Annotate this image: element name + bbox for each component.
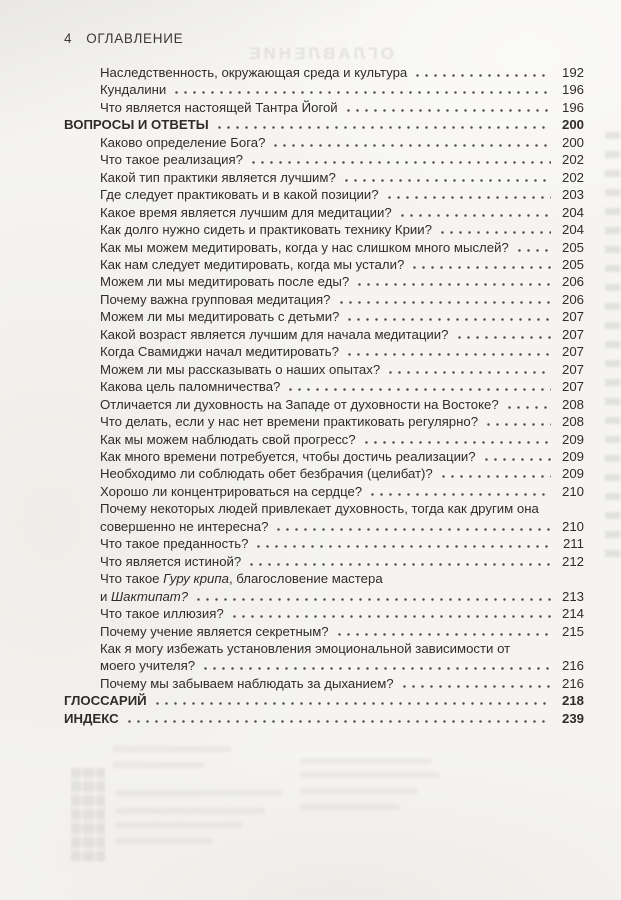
toc-entry-page: 214 [561, 606, 584, 622]
toc-entry [64, 169, 584, 186]
toc-entry [64, 256, 584, 273]
toc-entry [64, 605, 584, 622]
toc-entry-page: 196 [561, 82, 584, 98]
toc-entry [64, 273, 584, 290]
toc-entry-page: 215 [561, 623, 584, 639]
dot-leader [355, 283, 551, 286]
toc-entry [64, 64, 584, 81]
toc-entry-page: 239 [561, 710, 584, 726]
toc-entry-title: Каково определение Бога? [100, 134, 266, 150]
show-through-image [71, 768, 105, 862]
show-through-text-line [300, 804, 400, 810]
toc-entry-title: ВОПРОСЫ И ОТВЕТЫ [64, 117, 209, 133]
toc-entry-title: Что такое преданность? [100, 536, 249, 552]
toc-entry-page: 202 [561, 152, 584, 168]
dot-leader [254, 545, 551, 548]
show-through-text-line [115, 790, 283, 796]
toc-entry-page: 209 [561, 448, 584, 464]
toc-entry-page: 208 [561, 414, 584, 430]
dot-leader [194, 598, 551, 601]
dot-leader [398, 214, 551, 217]
dot-leader [438, 231, 551, 234]
dot-leader [484, 423, 551, 426]
show-through-text-line [112, 762, 204, 768]
toc-entry-title: Как нам следует медитировать, когда мы устали? [100, 256, 405, 272]
show-through-text-line [115, 808, 265, 814]
dot-leader [215, 126, 551, 129]
toc-entry-page: 200 [561, 117, 584, 133]
dot-leader [335, 633, 551, 636]
dot-leader [342, 179, 551, 182]
dot-leader [362, 441, 551, 444]
toc-entry-title: ГЛОССАРИЙ [64, 693, 147, 709]
dot-leader [345, 353, 551, 356]
page-number: 4 [64, 31, 73, 46]
dot-leader [153, 702, 551, 705]
toc-entry [64, 710, 584, 727]
show-through-text-line [115, 822, 243, 828]
toc-entry-page: 204 [561, 222, 584, 238]
toc-entry-title: Как мы можем наблюдать свой прогресс? [100, 431, 356, 447]
show-through-text-line [112, 746, 232, 752]
toc-entry-title: ИНДЕКС [64, 710, 119, 726]
toc-entry-page: 218 [561, 693, 584, 709]
toc-entry-title: Какой возраст является лучшим для начала медитации? [100, 326, 449, 342]
dot-leader [439, 475, 551, 478]
toc-entry-title: Почему учение является секретным? [100, 623, 329, 639]
dot-leader [271, 144, 551, 147]
toc-entry-page: 205 [561, 239, 584, 255]
toc-entry [64, 291, 584, 308]
toc-entry-page: 204 [561, 204, 584, 220]
toc-entry-title: Как долго нужно сидеть и практиковать технику Крии? [100, 222, 432, 238]
dot-leader [247, 563, 551, 566]
toc-entry-title: Что такое реализация? [100, 152, 243, 168]
toc-entry-page: 207 [561, 309, 584, 325]
dot-leader [386, 371, 551, 374]
toc-entry-title: Какова цель паломничества? [100, 379, 281, 395]
toc-entry-title: Где следует практиковать и в какой позиции? [100, 187, 379, 203]
toc-entry [64, 396, 584, 413]
toc-entry [64, 640, 584, 675]
toc-entry-title: Что делать, если у нас нет времени практиковать регулярно? [100, 414, 479, 430]
dot-leader [345, 318, 551, 321]
toc-entry-title: и Шактипат? [100, 588, 189, 604]
toc-entry [64, 134, 584, 151]
toc-entry-title: Отличается ли духовность на Западе от духовности на Востоке? [100, 396, 499, 412]
dot-leader [410, 266, 551, 269]
toc-entry [64, 692, 584, 709]
toc-entry-page: 207 [561, 379, 584, 395]
toc-entry [64, 239, 584, 256]
toc-entry [64, 500, 584, 535]
toc-entry-page: 216 [561, 658, 584, 674]
toc-entry-title: Можем ли мы медитировать после еды? [100, 274, 350, 290]
toc-entry-title: Какой тип практики является лучшим? [100, 169, 336, 185]
dot-leader [286, 388, 551, 391]
toc-entry [64, 378, 584, 395]
toc-entry [64, 535, 584, 552]
show-through-text-line [115, 838, 213, 844]
toc-entry-page: 210 [561, 518, 584, 534]
toc-entry-title: совершенно не интересна? [100, 518, 269, 534]
toc-entry [64, 361, 584, 378]
dot-leader [515, 249, 551, 252]
dot-leader [344, 109, 551, 112]
page-header-title: ОГЛАВЛЕНИЕ [86, 31, 184, 46]
toc-entry-title: Когда Свамиджи начал медитировать? [100, 344, 339, 360]
dot-leader [172, 91, 551, 94]
show-through-text-line [300, 758, 432, 764]
toc-entry-title: Что является истиной? [100, 553, 242, 569]
toc-entry-title: Как мы можем медитировать, когда у нас слишком много мыслей? [100, 239, 509, 255]
toc-entry [64, 675, 584, 692]
toc-entry-page: 209 [561, 431, 584, 447]
toc-entry-page: 207 [561, 326, 584, 342]
toc-entry [64, 431, 584, 448]
page-header [64, 31, 183, 46]
toc-entry-page: 203 [561, 187, 584, 203]
dot-leader [385, 196, 551, 199]
toc-entry-page: 196 [561, 99, 584, 115]
dot-leader [455, 336, 552, 339]
dot-leader [505, 406, 551, 409]
toc-entry [64, 186, 584, 203]
toc-entry-page: 216 [561, 675, 584, 691]
dot-leader [230, 615, 551, 618]
toc-entry-page: 192 [561, 65, 584, 80]
toc-entry [64, 343, 584, 360]
toc-entry [64, 483, 584, 500]
toc-entry-page: 212 [561, 553, 584, 569]
dot-leader [482, 458, 551, 461]
show-through-page-numbers [605, 132, 620, 564]
toc-entry-page: 206 [561, 291, 584, 307]
toc-entry-page: 202 [561, 169, 584, 185]
dot-leader [368, 493, 551, 496]
toc-entry-page: 206 [561, 274, 584, 290]
toc-entry [64, 99, 584, 116]
toc-entry-title: Как я могу избежать установления эмоциональной зависимости от [100, 640, 511, 656]
toc-entry-page: 207 [561, 361, 584, 377]
toc-entry-title: Хорошо ли концентрироваться на сердце? [100, 483, 363, 499]
show-through-text-line [300, 788, 418, 794]
dot-leader [274, 528, 551, 531]
toc-entry-page: 210 [561, 483, 584, 499]
show-through-title: ОГЛАВЛЕНИЕ [246, 44, 394, 63]
dot-leader [125, 720, 551, 723]
toc-entry-title: Необходимо ли соблюдать обет безбрачия (целибат)? [100, 466, 433, 482]
dot-leader [249, 161, 551, 164]
dot-leader [337, 301, 552, 304]
toc-entry [64, 221, 584, 238]
toc-entry-page: 209 [561, 466, 584, 482]
toc-entry [64, 448, 584, 465]
toc-entry [64, 151, 584, 168]
dot-leader [400, 685, 551, 688]
toc-entry-page: 211 [562, 536, 584, 552]
dot-leader [201, 667, 551, 670]
toc-entry [64, 308, 584, 325]
toc-entry-title: Почему мы забываем наблюдать за дыханием? [100, 675, 394, 691]
toc-entry [64, 570, 584, 605]
toc-entry-page: 213 [561, 588, 584, 604]
toc-entry-title: моего учителя? [100, 658, 196, 674]
toc-entry [64, 623, 584, 640]
toc-entry [64, 413, 584, 430]
show-through-text-line [300, 772, 440, 778]
toc-entry-title: Что является настоящей Тантра Йогой [100, 99, 338, 115]
toc-entry-page: 205 [561, 256, 584, 272]
toc-entry-title: Почему важна групповая медитация? [100, 291, 331, 307]
toc-entry [64, 553, 584, 570]
toc-entry-page: 207 [561, 344, 584, 360]
dot-leader [413, 74, 551, 77]
toc-entry [64, 465, 584, 482]
toc-entry [64, 326, 584, 343]
toc-entry-title: Почему некоторых людей привлекает духовность, тогда как другим она [100, 501, 539, 517]
toc-entry [64, 81, 584, 98]
toc-entry-title: Кундалини [100, 82, 167, 98]
toc-entry-title: Как много времени потребуется, чтобы достичь реализации? [100, 448, 476, 464]
toc-entry [64, 204, 584, 221]
table-of-contents [64, 64, 584, 727]
toc-entry-title: Какое время является лучшим для медитации? [100, 204, 392, 220]
toc-entry [64, 116, 584, 133]
toc-entry-title: Что такое Гуру крипа, благословение мастера [100, 571, 383, 587]
toc-entry-title: Что такое иллюзия? [100, 606, 224, 622]
toc-entry-page: 200 [561, 134, 584, 150]
toc-entry-page: 208 [561, 396, 584, 412]
toc-entry-title: Наследственность, окружающая среда и культура [100, 65, 408, 80]
toc-entry-title: Можем ли мы рассказывать о наших опытах? [100, 361, 381, 377]
toc-entry-title: Можем ли мы медитировать с детьми? [100, 309, 340, 325]
